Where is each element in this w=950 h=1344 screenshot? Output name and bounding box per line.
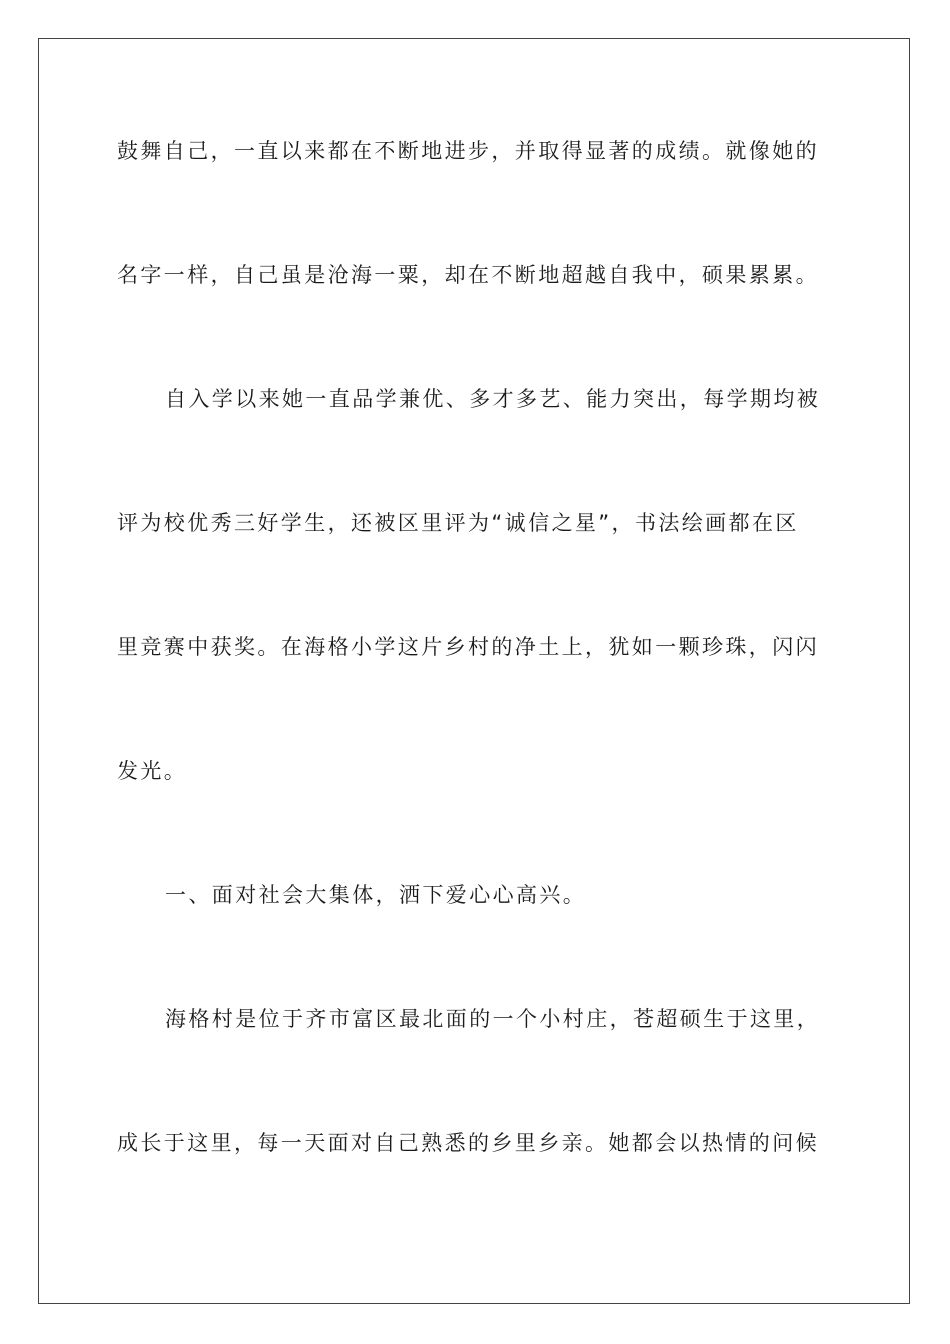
text-line: 里竞赛中获奖。在海格小学这片乡村的净土上，犹如一颗珍珠，闪闪 xyxy=(117,635,819,659)
section-heading: 一、面对社会大集体，洒下爱心心高兴。 xyxy=(165,883,587,907)
paragraph-first-line: 自入学以来她一直品学兼优、多才多艺、能力突出，每学期均被 xyxy=(165,387,821,411)
text-line: 名字一样，自己虽是沧海一粟，却在不断地超越自我中，硕果累累。 xyxy=(117,263,819,287)
document-page xyxy=(38,38,910,1304)
text-line: 鼓舞自己，一直以来都在不断地进步，并取得显著的成绩。就像她的 xyxy=(117,139,819,163)
text-line: 成长于这里，每一天面对自己熟悉的乡里乡亲。她都会以热情的问候 xyxy=(117,1131,819,1155)
text-line: 评为校优秀三好学生，还被区里评为“诚信之星”，书法绘画都在区 xyxy=(117,511,799,535)
paragraph-first-line: 海格村是位于齐市富区最北面的一个小村庄，苍超硕生于这里， xyxy=(165,1007,821,1031)
text-line: 发光。 xyxy=(117,759,188,783)
